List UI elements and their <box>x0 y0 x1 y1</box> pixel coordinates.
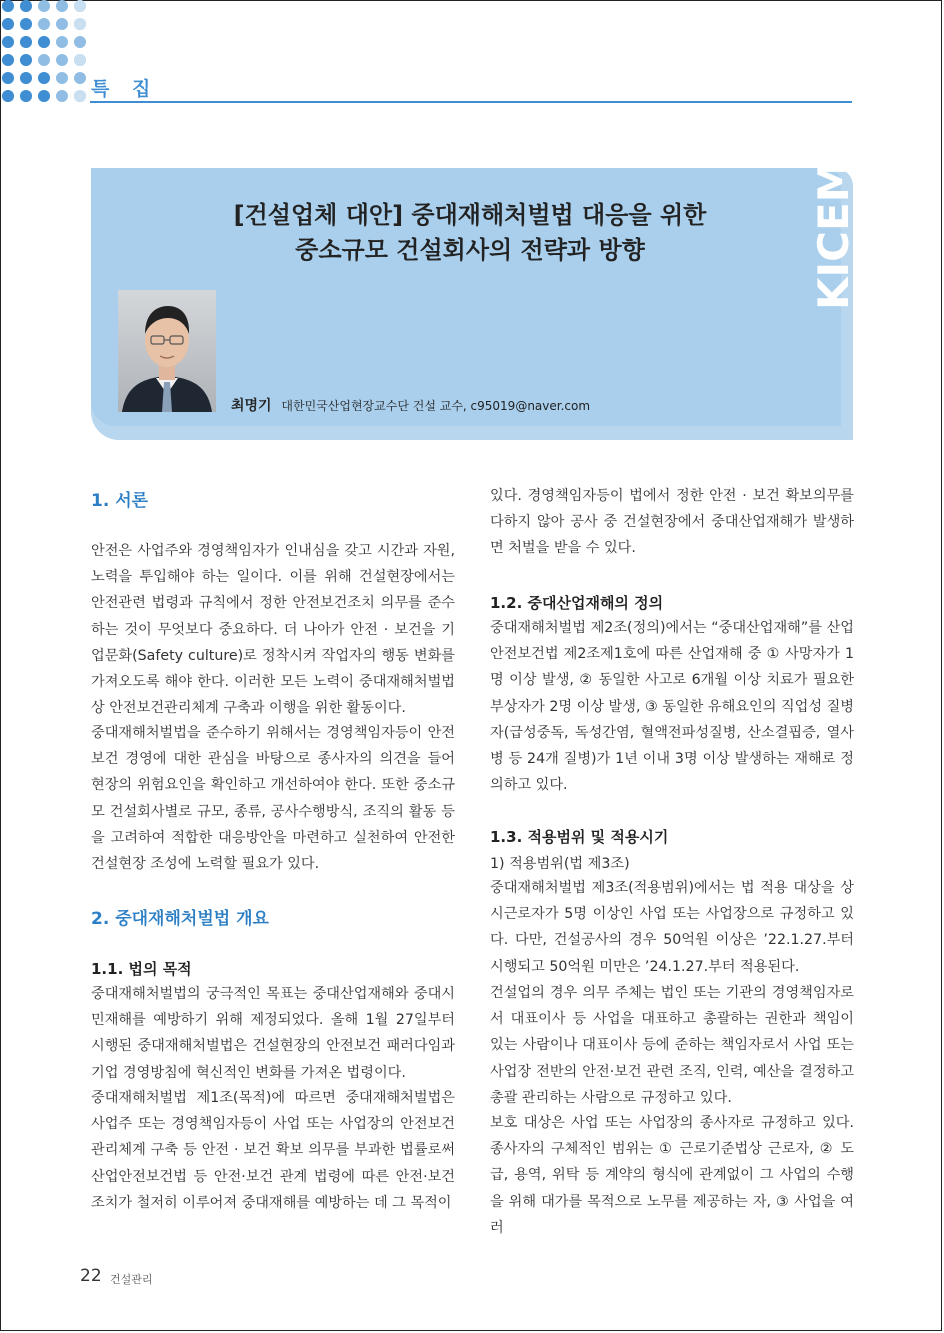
heading-introduction: 1. 서론 <box>91 491 149 511</box>
paragraph-purpose-1: 중대재해처벌법의 궁극적인 목표는 중대산업재해와 중대시민재해를 예방하기 위해 제정되었다. 올해 1월 27일부터 시행된 중대재해처벌법은 건설현장의 안전보건 패러다임과 기업 경영방침에 혁신적인 변화를 가져온 법령이다. <box>91 986 455 1081</box>
heading-law-purpose: 1.1. 법의 목적 <box>91 960 192 978</box>
paragraph-intro-2: 중대재해처벌법을 준수하기 위해서는 경영책임자등이 안전보건 경영에 대한 관심을 바탕으로 종사자의 의견을 들어 현장의 위험요인을 확인하고 개선하여야 한다. 또한 중소규모 건설회사별로 규모, 종류, 공사수행방식, 조직의 활동 등을 고려하여 적합한 대응방안을 마련하고 실천하여 안전한 건설현장 조성에 노력할 필요가 있다. <box>91 725 455 873</box>
heading-definition: 1.2. 중대산업재해의 정의 <box>490 594 664 612</box>
kicem-logo <box>809 160 858 310</box>
article-title-line1: [건설업체 대안] 중대재해처벌법 대응을 위한 <box>233 201 707 229</box>
paragraph-scope-3: 보호 대상은 사업 또는 사업장의 종사자로 규정하고 있다. 종사자의 구체적인 범위는 ① 근로기준법상 근로자, ② 도급, 용역, 위탁 등 계약의 형식에 관계없이 그 사업의 수행을 위해 대가를 목적으로 노무를 제공하는 자, ③ 사업을 여러 <box>490 1115 854 1236</box>
author-byline <box>231 395 590 415</box>
header-rule <box>90 101 852 103</box>
page-number: 22 <box>80 1266 102 1286</box>
magazine-name: 건설관리 <box>110 1273 153 1286</box>
paragraph-definition: 중대재해처벌법 제2조(정의)에서는 “중대산업재해”를 산업안전보건법 제2조제1호에 따른 산업재해 중 ① 사망자가 1명 이상 발생, ② 동일한 사고로 6개월 이상 치료가 필요한 부상자가 2명 이상 발생, ③ 동일한 유해요인의 직업성 질병자(급성중독, 독성간염, 혈액전파성질병, 산소결핍증, 열사병 등 24개 질병)가 1년 이내 3명 이상 발생하는 재해로 정의하고 있다. <box>490 620 854 794</box>
author-name: 최명기 <box>231 398 272 414</box>
author-photo <box>118 290 216 412</box>
article-title-line2: 중소규모 건설회사의 전략과 방향 <box>295 236 645 264</box>
article-title <box>150 198 790 268</box>
heading-scope: 1.3. 적용범위 및 적용시기 <box>490 828 669 846</box>
paragraph-purpose-2: 중대재해처벌법 제1조(목적)에 따르면 중대재해처벌법은 사업주 또는 경영책임자등이 사업 또는 사업장의 안전보건관리체계 구축 등 안전 · 보건 확보 의무를 부과한 법률로써 산업안전보건법 등 안전·보건 관계 법령에 따른 안전·보건 조치가 철저히 이루어져 중대재해를 예방하는 데 그 목적이 <box>91 1090 455 1211</box>
heading-law-overview: 2. 중대재해처벌법 개요 <box>91 909 269 929</box>
paragraph-continued: 있다. 경영책임자등이 법에서 정한 안전 · 보건 확보의무를 다하지 않아 공사 중 건설현장에서 중대산업재해가 발생하면 처벌을 받을 수 있다. <box>490 488 854 557</box>
subheading-scope: 1) 적용범위(법 제3조) <box>490 856 630 872</box>
author-info: 대한민국산업현장교수단 건설 교수, c95019@naver.com <box>281 399 591 413</box>
section-tag: 특 집 <box>91 78 159 100</box>
paragraph-intro-1: 안전은 사업주와 경영책임자가 인내심을 갖고 시간과 자원, 노력을 투입해야 하는 일이다. 이를 위해 건설현장에서는 안전관련 법령과 규칙에서 정한 안전보건조치 의무를 준수하는 것이 무엇보다 중요하다. 더 나아가 안전 · 보건을 기업문화(Safety culture)로 정착시켜 작업자의 행동 변화를 가져오도록 해야 한다. 이러한 모든 노력이 중대재해처벌법상 안전보건관리체계 구축과 이행을 위한 활동이다. <box>91 543 455 717</box>
dot-pattern-decoration <box>0 0 90 110</box>
paragraph-scope-1: 중대재해처벌법 제3조(적용범위)에서는 법 적용 대상을 상시근로자가 5명 이상인 사업 또는 사업장으로 규정하고 있다. 다만, 건설공사의 경우 50억원 이상은 ’22.1.27.부터 시행되고 50억원 미만은 ’24.1.27.부터 적용된다. <box>490 880 854 975</box>
paragraph-scope-2: 건설업의 경우 의무 주체는 법인 또는 기관의 경영책임자로서 대표이사 등 사업을 대표하고 총괄하는 권한과 책임이 있는 사람이나 대표이사 등에 준하는 책임자로서 사업 또는 사업장 전반의 안전·보건 관련 조직, 인력, 예산을 결정하고 총괄 관리하는 사람으로 규정하고 있다. <box>490 985 854 1106</box>
kicem-logo-text: KICEM <box>809 160 858 310</box>
